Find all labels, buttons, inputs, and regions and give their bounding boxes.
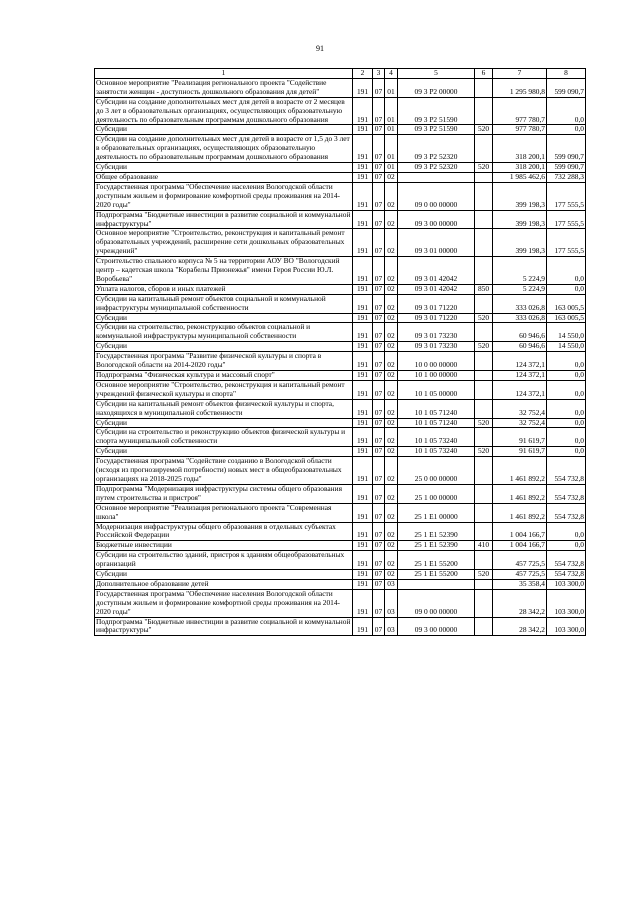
section-code: 07 bbox=[373, 294, 385, 313]
target-article-code: 09 3 P2 51590 bbox=[398, 97, 475, 125]
target-article-code: 25 0 00 00000 bbox=[398, 457, 475, 485]
table-row bbox=[95, 163, 586, 173]
ministry-code: 191 bbox=[353, 78, 373, 97]
ministry-code: 191 bbox=[353, 503, 373, 522]
amount-year-2: 554 732,8 bbox=[547, 570, 586, 580]
amount-year-2: 554 732,8 bbox=[547, 503, 586, 522]
subsection-code: 02 bbox=[385, 428, 398, 447]
row-name: Общее образование bbox=[95, 172, 353, 182]
ministry-code: 191 bbox=[353, 342, 373, 352]
ministry-code: 191 bbox=[353, 570, 373, 580]
table-row bbox=[95, 97, 586, 125]
column-header: 1 bbox=[95, 69, 353, 79]
expense-type-code bbox=[475, 182, 493, 210]
row-name: Основное мероприятие "Строительство, реконструкция и капитальный ремонт образовательных учреждений, расширение сети дошкольных образовательных учреждений" bbox=[95, 229, 353, 257]
amount-year-2: 0,0 bbox=[547, 284, 586, 294]
expense-type-code bbox=[475, 484, 493, 503]
expense-type-code bbox=[475, 522, 493, 541]
row-name: Государственная программа "Содействие созданию в Вологодской области (исходя из прогнозируемой потребности) новых мест в общеобразовательных организациях на 2018-2025 годы" bbox=[95, 457, 353, 485]
subsection-code: 02 bbox=[385, 257, 398, 285]
row-name: Субсидии bbox=[95, 418, 353, 428]
ministry-code: 191 bbox=[353, 447, 373, 457]
ministry-code: 191 bbox=[353, 323, 373, 342]
subsection-code: 02 bbox=[385, 229, 398, 257]
subsection-code: 01 bbox=[385, 163, 398, 173]
table-row bbox=[95, 617, 586, 636]
table-row bbox=[95, 172, 586, 182]
target-article-code: 25 1 E1 55200 bbox=[398, 551, 475, 570]
subsection-code: 01 bbox=[385, 135, 398, 163]
target-article-code: 09 3 P2 00000 bbox=[398, 78, 475, 97]
target-article-code: 09 0 00 00000 bbox=[398, 182, 475, 210]
amount-year-2: 103 300,0 bbox=[547, 579, 586, 589]
target-article-code: 25 1 E1 52390 bbox=[398, 541, 475, 551]
table-row bbox=[95, 257, 586, 285]
section-code: 07 bbox=[373, 503, 385, 522]
ministry-code: 191 bbox=[353, 294, 373, 313]
section-code: 07 bbox=[373, 541, 385, 551]
section-code: 07 bbox=[373, 418, 385, 428]
target-article-code: 09 3 01 73230 bbox=[398, 323, 475, 342]
amount-year-1: 28 342,2 bbox=[493, 589, 547, 617]
column-header: 7 bbox=[493, 69, 547, 79]
ministry-code: 191 bbox=[353, 380, 373, 399]
ministry-code: 191 bbox=[353, 172, 373, 182]
section-code: 07 bbox=[373, 447, 385, 457]
amount-year-1: 399 198,3 bbox=[493, 210, 547, 229]
subsection-code: 02 bbox=[385, 352, 398, 371]
ministry-code: 191 bbox=[353, 210, 373, 229]
section-code: 07 bbox=[373, 135, 385, 163]
amount-year-1: 124 372,1 bbox=[493, 371, 547, 381]
amount-year-2: 0,0 bbox=[547, 371, 586, 381]
section-code: 07 bbox=[373, 380, 385, 399]
row-name: Государственная программа "Обеспечение населения Вологодской области доступным жильем и формирование комфортной среды проживания на 2014-2020 годы" bbox=[95, 589, 353, 617]
table-row bbox=[95, 352, 586, 371]
row-name: Субсидии на строительство зданий, пристроя к зданиям общеобразовательных организаций bbox=[95, 551, 353, 570]
table-row bbox=[95, 418, 586, 428]
row-name: Государственная программа "Развитие физической культуры и спорта в Вологодской области на 2014-2020 годы" bbox=[95, 352, 353, 371]
subsection-code: 03 bbox=[385, 617, 398, 636]
subsection-code: 02 bbox=[385, 503, 398, 522]
ministry-code: 191 bbox=[353, 418, 373, 428]
amount-year-2: 0,0 bbox=[547, 97, 586, 125]
amount-year-2: 177 555,5 bbox=[547, 229, 586, 257]
subsection-code: 02 bbox=[385, 210, 398, 229]
section-code: 07 bbox=[373, 210, 385, 229]
amount-year-2: 14 550,0 bbox=[547, 323, 586, 342]
target-article-code: 09 3 00 00000 bbox=[398, 617, 475, 636]
expense-type-code bbox=[475, 323, 493, 342]
subsection-code: 01 bbox=[385, 78, 398, 97]
expense-type-code bbox=[475, 503, 493, 522]
amount-year-2: 0,0 bbox=[547, 380, 586, 399]
amount-year-1: 1 461 892,2 bbox=[493, 457, 547, 485]
table-row bbox=[95, 484, 586, 503]
amount-year-1: 5 224,9 bbox=[493, 284, 547, 294]
row-name: Субсидии bbox=[95, 447, 353, 457]
row-name: Субсидии на капитальный ремонт объектов физической культуры и спорта, находящихся в муниципальной собственности bbox=[95, 399, 353, 418]
expense-type-code bbox=[475, 457, 493, 485]
amount-year-1: 1 295 980,8 bbox=[493, 78, 547, 97]
table-row bbox=[95, 323, 586, 342]
ministry-code: 191 bbox=[353, 125, 373, 135]
section-code: 07 bbox=[373, 163, 385, 173]
table-row bbox=[95, 135, 586, 163]
subsection-code: 02 bbox=[385, 522, 398, 541]
amount-year-1: 60 946,6 bbox=[493, 342, 547, 352]
column-header: 6 bbox=[475, 69, 493, 79]
ministry-code: 191 bbox=[353, 589, 373, 617]
amount-year-1: 318 200,1 bbox=[493, 163, 547, 173]
ministry-code: 191 bbox=[353, 541, 373, 551]
expense-type-code: 520 bbox=[475, 163, 493, 173]
table-row bbox=[95, 342, 586, 352]
expense-type-code bbox=[475, 579, 493, 589]
section-code: 07 bbox=[373, 484, 385, 503]
amount-year-2: 14 550,0 bbox=[547, 342, 586, 352]
amount-year-2: 0,0 bbox=[547, 428, 586, 447]
ministry-code: 191 bbox=[353, 97, 373, 125]
section-code: 07 bbox=[373, 182, 385, 210]
target-article-code: 09 3 01 42042 bbox=[398, 257, 475, 285]
expense-type-code bbox=[475, 589, 493, 617]
ministry-code: 191 bbox=[353, 484, 373, 503]
amount-year-2: 177 555,5 bbox=[547, 210, 586, 229]
row-name: Подпрограмма "Бюджетные инвестиции в развитие социальной и коммунальной инфраструктуры" bbox=[95, 617, 353, 636]
amount-year-2: 0,0 bbox=[547, 541, 586, 551]
subsection-code: 03 bbox=[385, 579, 398, 589]
row-name: Подпрограмма "Модернизация инфраструктуры системы общего образования путем строительства и пристроя" bbox=[95, 484, 353, 503]
amount-year-1: 32 752,4 bbox=[493, 418, 547, 428]
amount-year-1: 91 619,7 bbox=[493, 428, 547, 447]
section-code: 07 bbox=[373, 172, 385, 182]
expense-type-code bbox=[475, 257, 493, 285]
row-name: Строительство спального корпуса № 5 на территории АОУ ВО "Вологодский центр – кадетская школа "Корабелы Прионежья" имени Героя России Ю.Л. Воробьева" bbox=[95, 257, 353, 285]
table-row bbox=[95, 399, 586, 418]
target-article-code: 10 1 05 71240 bbox=[398, 418, 475, 428]
row-name: Основное мероприятие "Реализация регионального проекта "Современная школа" bbox=[95, 503, 353, 522]
row-name: Субсидии bbox=[95, 342, 353, 352]
subsection-code: 02 bbox=[385, 313, 398, 323]
column-number-row bbox=[95, 69, 586, 79]
amount-year-2: 0,0 bbox=[547, 257, 586, 285]
expense-type-code: 520 bbox=[475, 570, 493, 580]
ministry-code: 191 bbox=[353, 399, 373, 418]
column-header: 3 bbox=[373, 69, 385, 79]
section-code: 07 bbox=[373, 522, 385, 541]
row-name: Субсидии на строительство и реконструкцию объектов физической культуры и спорта муниципальной собственности bbox=[95, 428, 353, 447]
ministry-code: 191 bbox=[353, 551, 373, 570]
table-row bbox=[95, 579, 586, 589]
target-article-code: 09 3 00 00000 bbox=[398, 210, 475, 229]
amount-year-1: 91 619,7 bbox=[493, 447, 547, 457]
amount-year-1: 399 198,3 bbox=[493, 182, 547, 210]
section-code: 07 bbox=[373, 125, 385, 135]
table-row bbox=[95, 229, 586, 257]
amount-year-2: 0,0 bbox=[547, 125, 586, 135]
expense-type-code bbox=[475, 617, 493, 636]
row-name: Субсидии на создание дополнительных мест для детей в возрасте от 1,5 до 3 лет в образовательных организациях, осуществляющих образовательную деятельность по образовательным программам дошкольного образования bbox=[95, 135, 353, 163]
expense-type-code: 520 bbox=[475, 313, 493, 323]
amount-year-1: 32 752,4 bbox=[493, 399, 547, 418]
amount-year-2: 163 005,5 bbox=[547, 294, 586, 313]
amount-year-2: 0,0 bbox=[547, 522, 586, 541]
expense-type-code bbox=[475, 172, 493, 182]
subsection-code: 02 bbox=[385, 284, 398, 294]
table-row bbox=[95, 78, 586, 97]
subsection-code: 02 bbox=[385, 447, 398, 457]
target-article-code: 25 1 E1 00000 bbox=[398, 503, 475, 522]
table-row bbox=[95, 284, 586, 294]
section-code: 07 bbox=[373, 257, 385, 285]
row-name: Модернизация инфраструктуры общего образования в отдельных субъектах Российской Федерации bbox=[95, 522, 353, 541]
subsection-code: 02 bbox=[385, 399, 398, 418]
page-number: 91 bbox=[316, 44, 324, 53]
target-article-code: 10 1 05 73240 bbox=[398, 428, 475, 447]
table-row bbox=[95, 570, 586, 580]
amount-year-2: 163 005,5 bbox=[547, 313, 586, 323]
row-name: Субсидии bbox=[95, 313, 353, 323]
section-code: 07 bbox=[373, 579, 385, 589]
row-name: Субсидии на создание дополнительных мест для детей в возрасте от 2 месяцев до 3 лет в образовательных организациях, осуществляющих образовательную деятельность по образовательным программам дошкольного образования bbox=[95, 97, 353, 125]
row-name: Основное мероприятие "Реализация регионального проекта "Содействие занятости женщин - доступность дошкольного образования для детей" bbox=[95, 78, 353, 97]
table-row bbox=[95, 182, 586, 210]
target-article-code: 09 3 P2 52320 bbox=[398, 135, 475, 163]
section-code: 07 bbox=[373, 229, 385, 257]
ministry-code: 191 bbox=[353, 229, 373, 257]
amount-year-2: 103 300,0 bbox=[547, 589, 586, 617]
ministry-code: 191 bbox=[353, 163, 373, 173]
target-article-code: 25 1 00 00000 bbox=[398, 484, 475, 503]
table-row bbox=[95, 294, 586, 313]
row-name: Субсидии на капитальный ремонт объектов социальной и коммунальной инфраструктуры муниципальной собственности bbox=[95, 294, 353, 313]
expense-type-code bbox=[475, 371, 493, 381]
expense-type-code bbox=[475, 551, 493, 570]
section-code: 07 bbox=[373, 617, 385, 636]
expense-type-code: 520 bbox=[475, 418, 493, 428]
ministry-code: 191 bbox=[353, 457, 373, 485]
amount-year-1: 333 026,8 bbox=[493, 313, 547, 323]
table-row bbox=[95, 551, 586, 570]
target-article-code: 10 1 05 73240 bbox=[398, 447, 475, 457]
ministry-code: 191 bbox=[353, 522, 373, 541]
amount-year-2: 0,0 bbox=[547, 352, 586, 371]
ministry-code: 191 bbox=[353, 257, 373, 285]
amount-year-1: 124 372,1 bbox=[493, 352, 547, 371]
table-row bbox=[95, 447, 586, 457]
amount-year-1: 5 224,9 bbox=[493, 257, 547, 285]
expense-type-code bbox=[475, 97, 493, 125]
section-code: 07 bbox=[373, 457, 385, 485]
target-article-code: 25 1 E1 52390 bbox=[398, 522, 475, 541]
subsection-code: 02 bbox=[385, 342, 398, 352]
table-row bbox=[95, 457, 586, 485]
ministry-code: 191 bbox=[353, 579, 373, 589]
section-code: 07 bbox=[373, 342, 385, 352]
amount-year-1: 1 985 462,6 bbox=[493, 172, 547, 182]
row-name: Государственная программа "Обеспечение населения Вологодской области доступным жильем и формирование комфортной среды проживания на 2014-2020 годы" bbox=[95, 182, 353, 210]
expense-type-code bbox=[475, 399, 493, 418]
ministry-code: 191 bbox=[353, 352, 373, 371]
expense-type-code bbox=[475, 78, 493, 97]
amount-year-2: 0,0 bbox=[547, 399, 586, 418]
table-row bbox=[95, 541, 586, 551]
section-code: 07 bbox=[373, 284, 385, 294]
amount-year-2: 103 300,0 bbox=[547, 617, 586, 636]
expense-type-code bbox=[475, 294, 493, 313]
subsection-code: 02 bbox=[385, 294, 398, 313]
table-row bbox=[95, 503, 586, 522]
ministry-code: 191 bbox=[353, 428, 373, 447]
section-code: 07 bbox=[373, 78, 385, 97]
section-code: 07 bbox=[373, 570, 385, 580]
amount-year-2: 599 090,7 bbox=[547, 135, 586, 163]
expense-type-code: 850 bbox=[475, 284, 493, 294]
section-code: 07 bbox=[373, 589, 385, 617]
subsection-code: 02 bbox=[385, 172, 398, 182]
table-row bbox=[95, 125, 586, 135]
amount-year-2: 554 732,8 bbox=[547, 484, 586, 503]
amount-year-1: 333 026,8 bbox=[493, 294, 547, 313]
subsection-code: 02 bbox=[385, 323, 398, 342]
amount-year-1: 1 461 892,2 bbox=[493, 484, 547, 503]
target-article-code: 10 1 05 00000 bbox=[398, 380, 475, 399]
expense-type-code bbox=[475, 380, 493, 399]
ministry-code: 191 bbox=[353, 135, 373, 163]
subsection-code: 01 bbox=[385, 97, 398, 125]
ministry-code: 191 bbox=[353, 284, 373, 294]
subsection-code: 02 bbox=[385, 182, 398, 210]
amount-year-1: 60 946,6 bbox=[493, 323, 547, 342]
row-name: Субсидии bbox=[95, 163, 353, 173]
ministry-code: 191 bbox=[353, 313, 373, 323]
column-header: 2 bbox=[353, 69, 373, 79]
target-article-code: 09 0 00 00000 bbox=[398, 589, 475, 617]
amount-year-2: 0,0 bbox=[547, 418, 586, 428]
subsection-code: 01 bbox=[385, 125, 398, 135]
row-name: Дополнительное образование детей bbox=[95, 579, 353, 589]
section-code: 07 bbox=[373, 371, 385, 381]
target-article-code: 09 3 P2 51590 bbox=[398, 125, 475, 135]
row-name: Бюджетные инвестиции bbox=[95, 541, 353, 551]
row-name: Субсидии bbox=[95, 570, 353, 580]
table-row bbox=[95, 371, 586, 381]
target-article-code: 09 3 P2 52320 bbox=[398, 163, 475, 173]
row-name: Уплата налогов, сборов и иных платежей bbox=[95, 284, 353, 294]
target-article-code: 09 3 01 71220 bbox=[398, 313, 475, 323]
column-header: 8 bbox=[547, 69, 586, 79]
table-row bbox=[95, 428, 586, 447]
expense-type-code bbox=[475, 428, 493, 447]
row-name: Подпрограмма "Бюджетные инвестиции в развитие социальной и коммунальной инфраструктуры" bbox=[95, 210, 353, 229]
subsection-code: 03 bbox=[385, 589, 398, 617]
expense-type-code: 520 bbox=[475, 125, 493, 135]
amount-year-1: 35 358,4 bbox=[493, 579, 547, 589]
subsection-code: 02 bbox=[385, 541, 398, 551]
amount-year-2: 0,0 bbox=[547, 447, 586, 457]
subsection-code: 02 bbox=[385, 570, 398, 580]
row-name: Субсидии bbox=[95, 125, 353, 135]
table-row bbox=[95, 313, 586, 323]
amount-year-1: 457 725,5 bbox=[493, 551, 547, 570]
expense-type-code bbox=[475, 210, 493, 229]
column-header: 5 bbox=[398, 69, 475, 79]
section-code: 07 bbox=[373, 313, 385, 323]
target-article-code: 10 1 00 00000 bbox=[398, 371, 475, 381]
amount-year-1: 977 780,7 bbox=[493, 125, 547, 135]
target-article-code: 25 1 E1 55200 bbox=[398, 570, 475, 580]
expense-type-code: 410 bbox=[475, 541, 493, 551]
amount-year-2: 732 288,3 bbox=[547, 172, 586, 182]
amount-year-2: 599 090,7 bbox=[547, 163, 586, 173]
ministry-code: 191 bbox=[353, 182, 373, 210]
expense-type-code bbox=[475, 135, 493, 163]
subsection-code: 02 bbox=[385, 380, 398, 399]
amount-year-1: 124 372,1 bbox=[493, 380, 547, 399]
target-article-code: 09 3 01 42042 bbox=[398, 284, 475, 294]
target-article-code: 10 0 00 00000 bbox=[398, 352, 475, 371]
subsection-code: 02 bbox=[385, 551, 398, 570]
amount-year-1: 28 342,2 bbox=[493, 617, 547, 636]
amount-year-2: 177 555,5 bbox=[547, 182, 586, 210]
expense-type-code bbox=[475, 229, 493, 257]
amount-year-1: 457 725,5 bbox=[493, 570, 547, 580]
row-name: Подпрограмма "Физическая культура и массовый спорт" bbox=[95, 371, 353, 381]
amount-year-1: 318 200,1 bbox=[493, 135, 547, 163]
target-article-code: 09 3 01 71220 bbox=[398, 294, 475, 313]
amount-year-2: 599 090,7 bbox=[547, 78, 586, 97]
column-header: 4 bbox=[385, 69, 398, 79]
expense-type-code: 520 bbox=[475, 342, 493, 352]
amount-year-1: 1 004 166,7 bbox=[493, 541, 547, 551]
row-name: Основное мероприятие "Строительство, реконструкция и капитальный ремонт учреждений физической культуры и спорта" bbox=[95, 380, 353, 399]
amount-year-2: 554 732,8 bbox=[547, 457, 586, 485]
row-name: Субсидии на строительство, реконструкцию объектов социальной и коммунальной инфраструктуры муниципальной собственности bbox=[95, 323, 353, 342]
amount-year-1: 399 198,3 bbox=[493, 229, 547, 257]
section-code: 07 bbox=[373, 428, 385, 447]
amount-year-1: 1 461 892,2 bbox=[493, 503, 547, 522]
table-row bbox=[95, 522, 586, 541]
section-code: 07 bbox=[373, 551, 385, 570]
amount-year-1: 977 780,7 bbox=[493, 97, 547, 125]
section-code: 07 bbox=[373, 323, 385, 342]
target-article-code bbox=[398, 172, 475, 182]
expense-type-code bbox=[475, 352, 493, 371]
ministry-code: 191 bbox=[353, 617, 373, 636]
target-article-code: 10 1 05 71240 bbox=[398, 399, 475, 418]
target-article-code: 09 3 01 00000 bbox=[398, 229, 475, 257]
target-article-code: 09 3 01 73230 bbox=[398, 342, 475, 352]
subsection-code: 02 bbox=[385, 484, 398, 503]
expense-type-code: 520 bbox=[475, 447, 493, 457]
ministry-code: 191 bbox=[353, 371, 373, 381]
table-row bbox=[95, 210, 586, 229]
amount-year-1: 1 004 166,7 bbox=[493, 522, 547, 541]
table-row bbox=[95, 589, 586, 617]
subsection-code: 02 bbox=[385, 457, 398, 485]
table-row bbox=[95, 380, 586, 399]
section-code: 07 bbox=[373, 352, 385, 371]
budget-table bbox=[94, 68, 586, 636]
target-article-code bbox=[398, 579, 475, 589]
subsection-code: 02 bbox=[385, 418, 398, 428]
subsection-code: 02 bbox=[385, 371, 398, 381]
section-code: 07 bbox=[373, 399, 385, 418]
amount-year-2: 554 732,8 bbox=[547, 551, 586, 570]
section-code: 07 bbox=[373, 97, 385, 125]
